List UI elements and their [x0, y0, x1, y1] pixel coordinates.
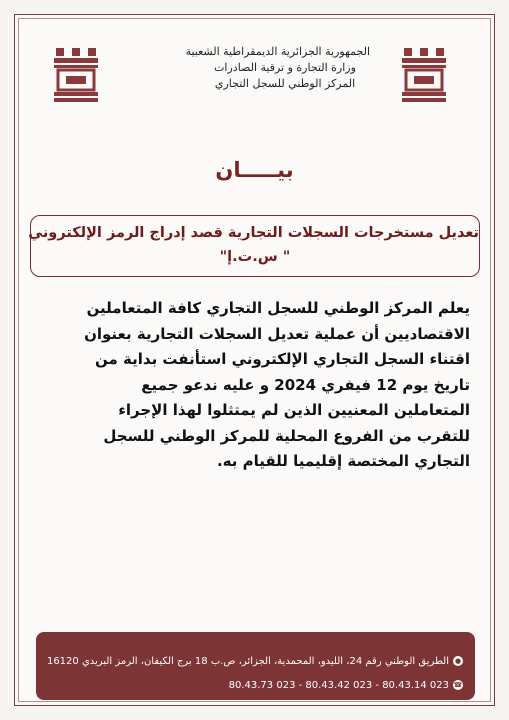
footer-phones-text: 023 80.43.14 - 023 80.43.42 - 023 80.43.73: [228, 680, 449, 691]
subject-box: [30, 215, 480, 277]
letterhead-center: المركز الوطني للسجل التجاري: [214, 77, 356, 90]
body-line: اقتناء السجل التجاري الإلكتروني استأنفت بداية من: [95, 350, 470, 368]
body-line: تاريخ يوم 12 فيفري 2024 و عليه ندعو جميع: [141, 375, 470, 394]
letterhead-republic: الجمهورية الجزائرية الديمقراطية الشعبية: [185, 45, 370, 58]
subject-line-2: " س.ت.إ": [219, 249, 291, 265]
body-line: للتقرب من الفروع المحلية للمركز الوطني للسجل: [103, 426, 470, 445]
location-pin-icon: ●: [454, 657, 462, 665]
footer-phones: [48, 680, 463, 691]
cnrc-logo-icon: [52, 46, 100, 104]
body-line: الاقتصاديين أن عملية تعديل السجلات التجارية بعنوان: [84, 324, 470, 343]
letterhead-ministry: وزارة التجارة و ترقية الصادرات: [214, 61, 356, 74]
document-title: بيـــــان: [215, 158, 294, 182]
body-line: يعلم المركز الوطني للسجل التجاري كافة المتعاملين: [86, 299, 470, 317]
body-line: المتعاملين المعنيين الذين لم يمتثلوا لهذا الإجراء: [118, 401, 470, 419]
footer-address-text: الطريق الوطني رقم 24، الليدو، المحمدية، الجزائر، ص.ب 18 برج الكيفان، الرمز البريدي 16120: [46, 656, 449, 667]
announcement-body: [40, 296, 470, 475]
cnrc-logo-icon: [400, 46, 448, 104]
letterhead: [185, 44, 370, 92]
subject-line-1: تعديل مستخرجات السجلات التجارية قصد إدراج الرمز الإلكتروني: [28, 225, 479, 241]
phone-icon: ☎: [453, 681, 463, 689]
footer-bar: [36, 632, 475, 700]
footer-address: [48, 656, 463, 667]
body-line: التجاري المختصة إقليميا للقيام به.: [216, 452, 470, 470]
